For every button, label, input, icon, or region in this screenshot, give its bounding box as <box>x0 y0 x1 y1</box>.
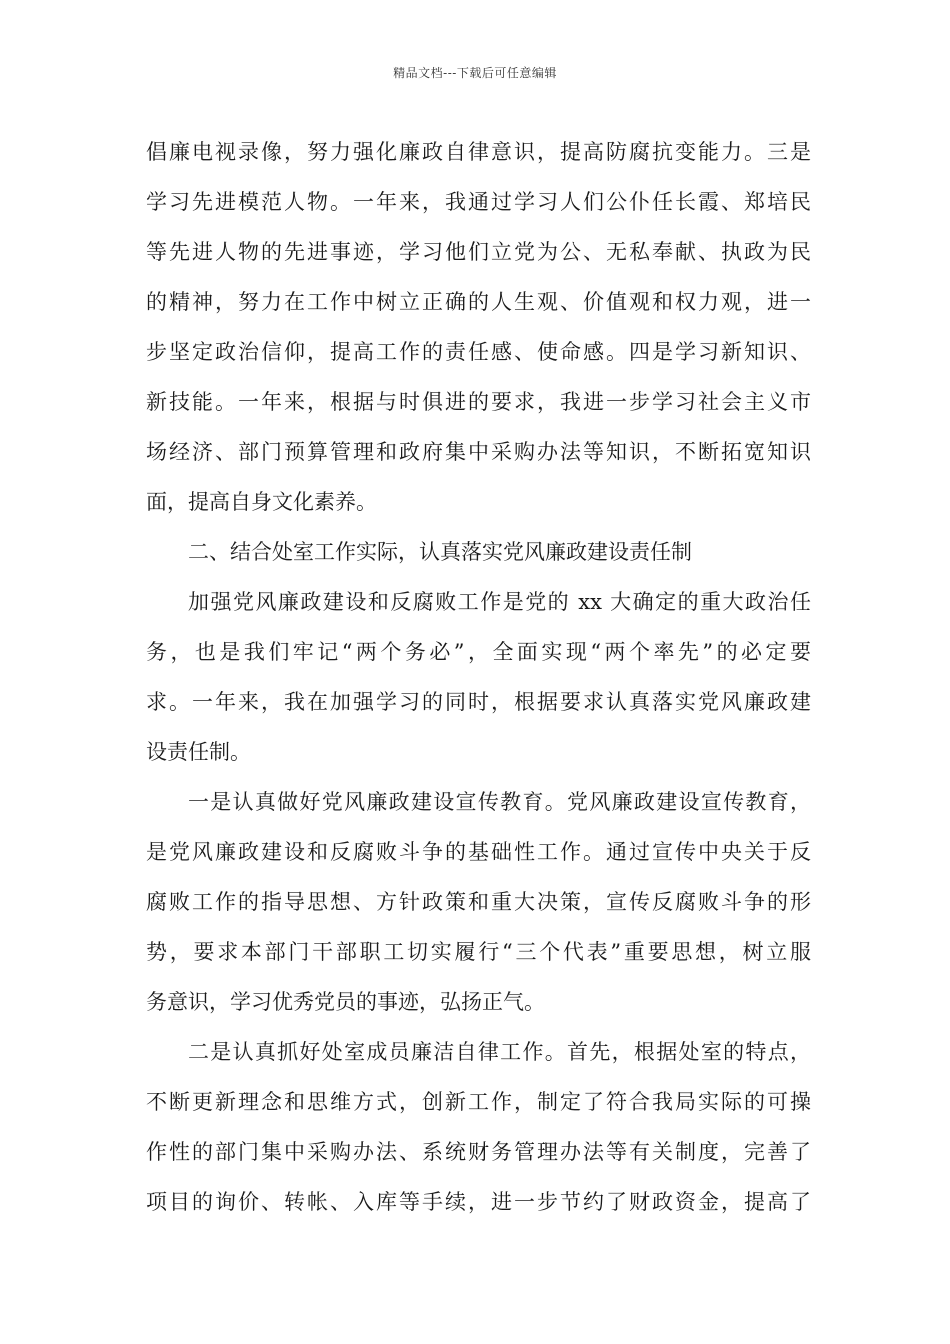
text-line: 腐败工作的指导思想、方针政策和重大决策，宣传反腐败斗争的形 <box>146 890 811 914</box>
text-line: 求。一年来，我在加强学习的同时，根据要求认真落实党风廉政建 <box>146 690 811 714</box>
text-line: 务，也是我们牢记“两个务必”，全面实现“两个率先”的必定要 <box>146 640 811 664</box>
document-body <box>146 127 811 1227</box>
text-line: 等先进人物的先进事迹，学习他们立党为公、无私奉献、执政为民 <box>146 240 811 264</box>
text-line: 作性的部门集中采购办法、系统财务管理办法等有关制度，完善了 <box>146 1140 811 1164</box>
text-line: 是党风廉政建设和反腐败斗争的基础性工作。通过宣传中央关于反 <box>146 840 811 864</box>
text-line: 势，要求本部门干部职工切实履行“三个代表”重要思想，树立服 <box>146 940 811 964</box>
text-line: 步坚定政治信仰，提高工作的责任感、使命感。四是学习新知识、 <box>146 340 811 364</box>
text-line: 设责任制。 <box>146 740 251 764</box>
text-line: 项目的询价、转帐、入库等手续，进一步节约了财政资金，提高了 <box>146 1190 811 1214</box>
text-line: 场经济、部门预算管理和政府集中采购办法等知识，不断拓宽知识 <box>146 440 811 464</box>
text-line: 新技能。一年来，根据与时俱进的要求，我进一步学习社会主义市 <box>146 390 811 414</box>
text-line: 二、结合处室工作实际，认真落实党风廉政建设责任制 <box>188 540 692 564</box>
text-line: 加强党风廉政建设和反腐败工作是党的 xx 大确定的重大政治任 <box>188 590 811 614</box>
text-line: 不断更新理念和思维方式，创新工作，制定了符合我局实际的可操 <box>146 1090 811 1114</box>
text-line: 的精神，努力在工作中树立正确的人生观、价值观和权力观，进一 <box>146 290 811 314</box>
page-header: 精品文档---下载后可任意编辑 <box>393 66 557 80</box>
text-line: 一是认真做好党风廉政建设宣传教育。党风廉政建设宣传教育， <box>188 790 811 814</box>
text-line: 二是认真抓好处室成员廉洁自律工作。首先，根据处室的特点， <box>188 1040 811 1064</box>
text-line: 务意识，学习优秀党员的事迹，弘扬正气。 <box>146 990 545 1014</box>
text-line: 学习先进模范人物。一年来，我通过学习人们公仆任长霞、郑培民 <box>146 190 811 214</box>
text-line: 面，提高自身文化素养。 <box>146 490 377 514</box>
text-line: 倡廉电视录像，努力强化廉政自律意识，提高防腐抗变能力。三是 <box>146 140 811 164</box>
